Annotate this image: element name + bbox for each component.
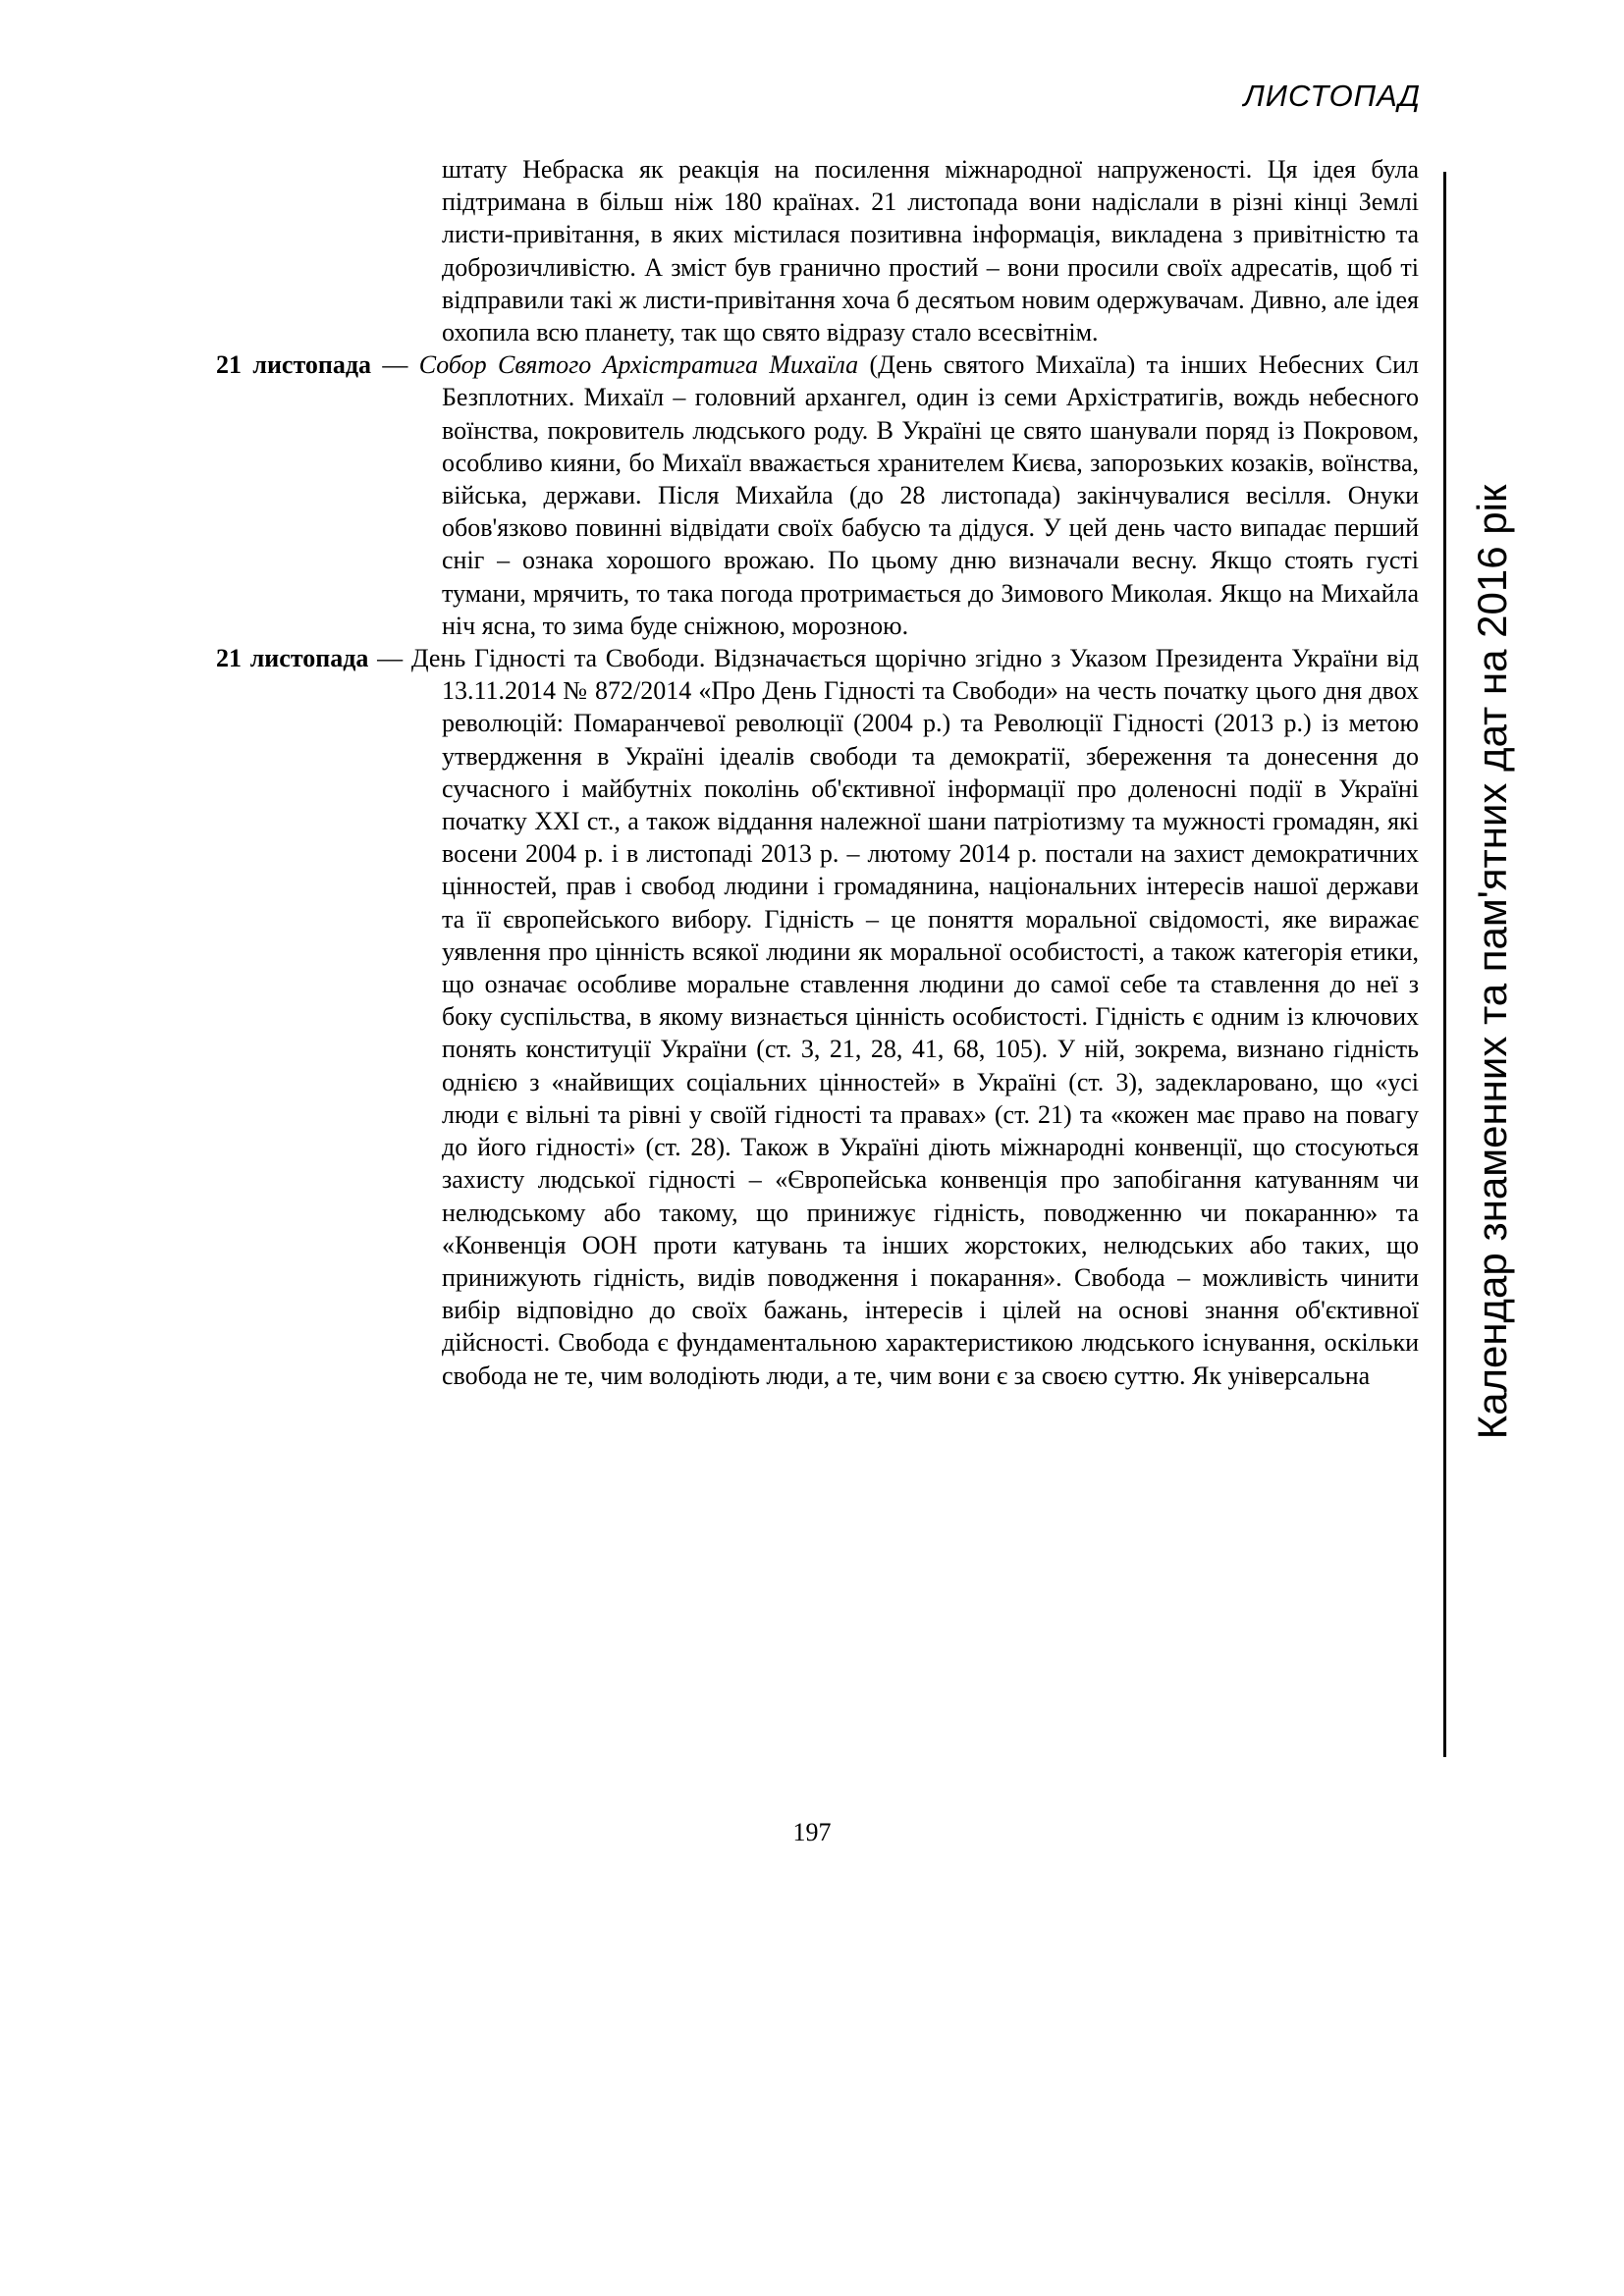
text-body [216,153,1419,1392]
entry-michael [216,348,1419,642]
entry-text: День Гідності та Свободи. Відзначається щорічно згідно з Указом Президента України від 13.11.2014 № 872/2014 «Про День Гідності та Свободи» на честь початку цього дня двох революцій: Помаранчевої революції (2004 р.) та Революції Гідності (2013 р.) із метою утвердження в Україні ідеалів свободи та демократії, збереження та донесення до сучасного і майбутніх поколінь об'єктивної інформації про доленосні події в Україні початку XXI ст., а також віддання належної шани патріотизму та мужності громадян, які восени 2004 р. і в листопаді 2013 р. – лютому 2014 р. постали на захист демократичних цінностей, прав і свобод людини і громадянина, національних інтересів нашої держави та її європейського вибору. Гідність – це поняття моральної свідомості, яке виражає уявлення про цінність всякої людини як моральної особистості, а також категорія етики, що означає особливе моральне ставлення людини до самої себе та ставлення до неї з боку суспільства, в якому визнається цінність особистості. Гідність є одним із ключових понять конституції України (ст. 3, 21, 28, 41, 68, 105). У ній, зокрема, визнано гідність однією з «найвищих соціальних цінностей» в Україні (ст. 3), задекларовано, що «усі люди є вільні та рівні у своїй гідності та правах» (ст. 21) та «кожен має право на повагу до його гідності» (ст. 28). Також в Україні діють міжнародні конвенції, що стосуються захисту людської гідності – «Європейська конвенція про запобігання катуванням чи нелюдському або такому, що принижує гідність, поводженню чи покаранню» та «Конвенція ООН проти катувань та інших жорстоких, нелюдських або таких, що принижують гідність, видів поводження і покарання». Свобода – можливість чинити вибір відповідно до своїх бажань, інтересів і цілей на основі знання об'єктивної дійсності. Свобода є фундаментальною характеристикою людського існування, оскільки свобода не те, чим володіють люди, а те, чим вони є за своєю суттю. Як універсальна [410,644,1420,1390]
entry-dash: — [371,350,419,380]
entry-date: 21 листопада [216,350,372,380]
continuation-paragraph: штату Небраска як реакція на посилення міжнародної напруженості. Ця ідея була підтримана в більш ніж 180 країнах. 21 листопада вони надіслали в різні кінці Землі листи-привітання, в яких містилася позитивна інформація, викладена з привітністю та доброзичливістю. А зміст був гранично простий – вони просили своїх адресатів, щоб ті відправили такі ж листи-привітання хоча б десятьом новим одержувачам. Дивно, але ідея охопила всю планету, так що свято відразу стало всесвітнім. [442,155,1419,347]
side-rule [1443,172,1446,1757]
side-title: Календар знаменних та пам'ятних дат на 2016 рік [1469,484,1515,1440]
entry-dash: — [368,644,411,673]
entry-date: 21 листопада [216,644,369,673]
entry-text: (День святого Михаїла) та інших Небесних Сил Безплотних. Михаїл – головний архангел, один із семи Архістратигів, вождь небесного воїнства, покровитель людського роду. В Україні це свято шанували поряд із Покровом, особливо кияни, бо Михаїл вважається хранителем Києва, запорозьких козаків, воїнства, війська, держави. Після Михайла (до 28 листопада) закінчувалися весілля. Онуки обов'язково повинні відвідати своїх бабусю та дідуся. У цей день часто випадає перший сніг – ознака хорошого врожаю. По цьому дню визначали весну. Якщо стоять густі тумани, мрячить, то така погода протримається до Зимового Миколая. Якщо на Михайла ніч ясна, то зима буде сніжною, морозною. [442,350,1420,640]
running-header: ЛИСТОПАД [1243,79,1421,113]
page-number: 197 [792,1818,832,1846]
entry-title: Собор Святого Архістратига Михаїла [418,350,859,380]
entry-dignity-day [216,642,1419,1392]
